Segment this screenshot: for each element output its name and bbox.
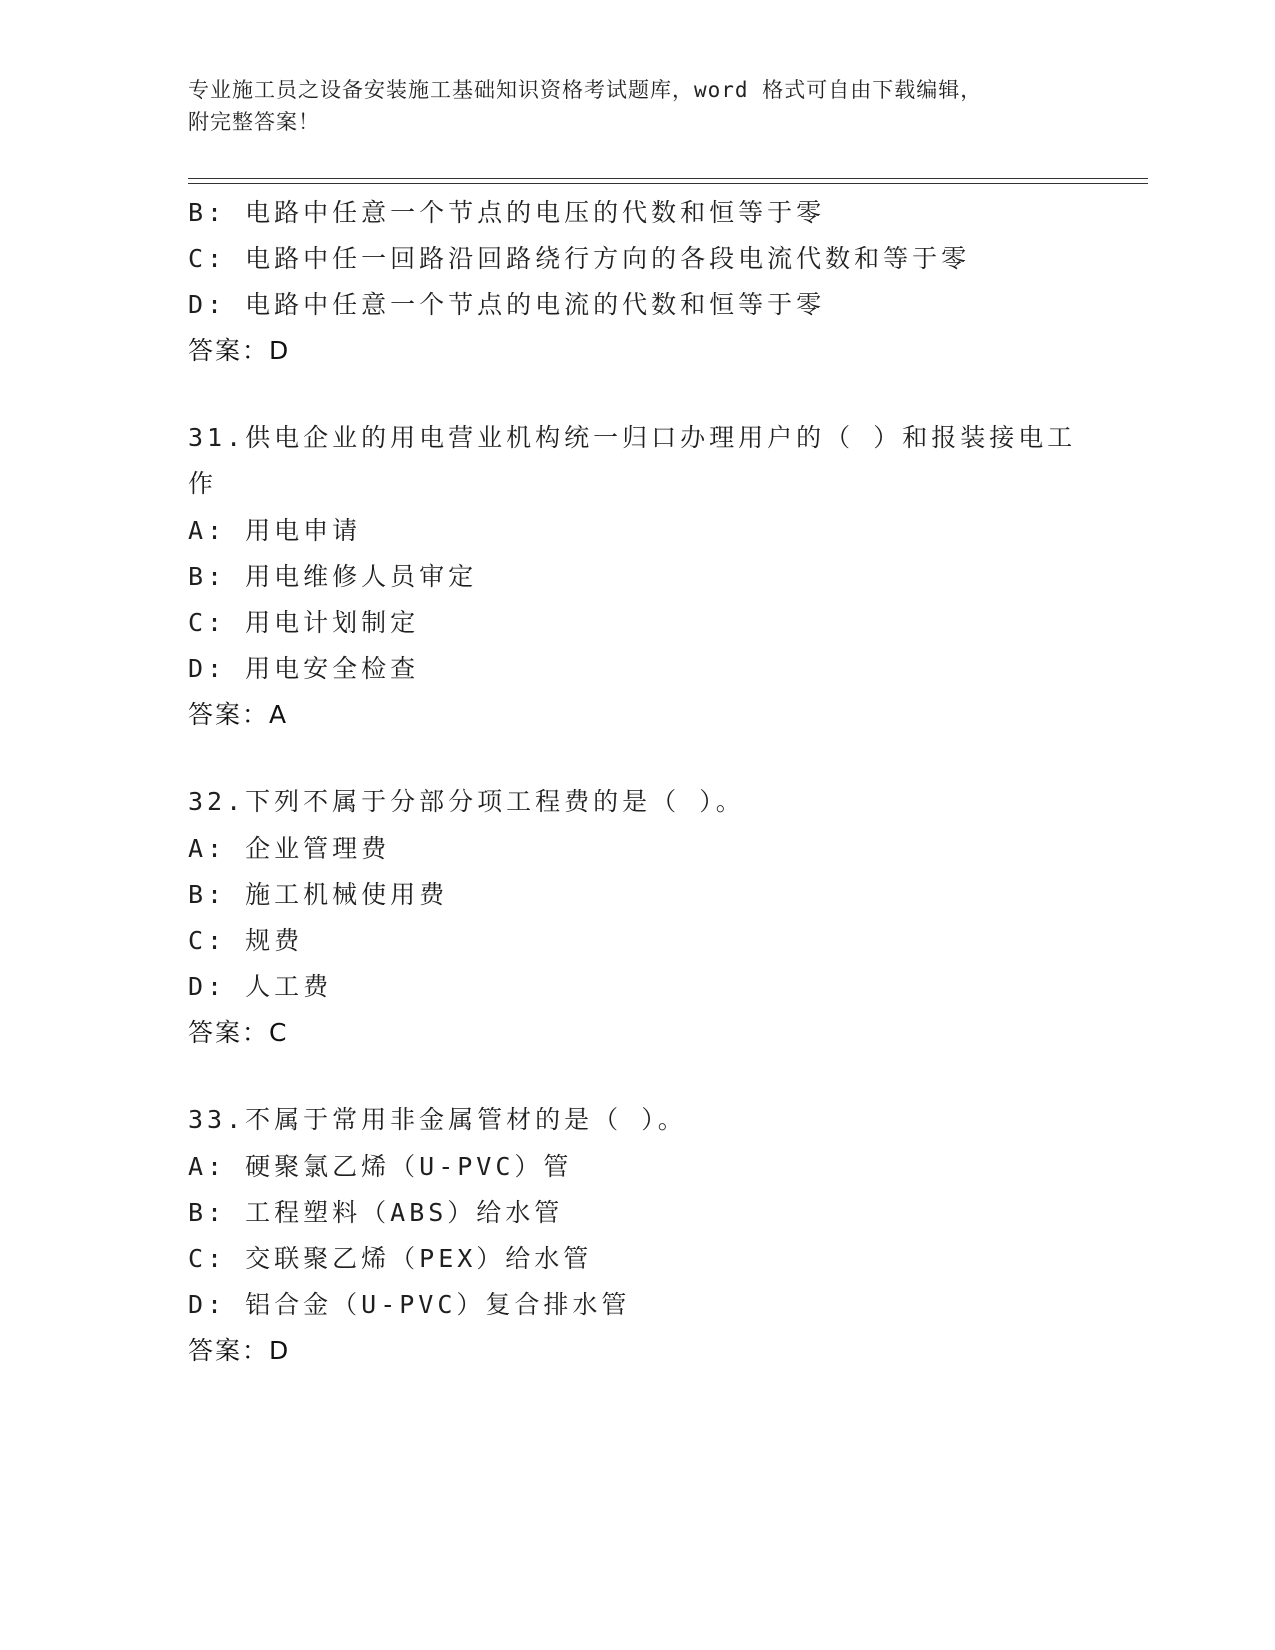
- option-a: A: 硬聚氯乙烯（U-PVC）管: [188, 1152, 573, 1181]
- question-title: 31.供电企业的用电营业机构统一归口办理用户的（ ）和报装接电工: [188, 423, 1077, 452]
- question-title: 32.下列不属于分部分项工程费的是（ ）。: [188, 787, 745, 816]
- answer-line: 答案：D: [188, 1336, 291, 1365]
- question-31: [188, 416, 1108, 738]
- header-divider-bottom: [188, 183, 1148, 184]
- option-c: C: 用电计划制定: [188, 608, 420, 637]
- question-30-continued: [188, 190, 1108, 374]
- option-d: D: 人工费: [188, 972, 333, 1001]
- option-d: D: 电路中任意一个节点的电流的代数和恒等于零: [188, 290, 826, 319]
- option-b: B: 工程塑料（ABS）给水管: [188, 1198, 564, 1227]
- question-title-continued: 作: [188, 469, 218, 498]
- option-c: C: 电路中任一回路沿回路绕行方向的各段电流代数和等于零: [188, 244, 971, 273]
- option-c: C: 规费: [188, 926, 304, 955]
- option-a: A: 用电申请: [188, 516, 362, 545]
- header-divider-top: [188, 178, 1148, 179]
- question-33: [188, 1098, 1108, 1374]
- spacer: [188, 374, 1108, 416]
- spacer: [188, 1056, 1108, 1098]
- answer-line: 答案：A: [188, 700, 289, 729]
- question-32: [188, 780, 1108, 1056]
- header-line-1: 专业施工员之设备安装施工基础知识资格考试题库，word 格式可自由下载编辑，: [188, 78, 983, 102]
- document-header: [188, 74, 1088, 138]
- option-c: C: 交联聚乙烯（PEX）给水管: [188, 1244, 593, 1273]
- option-a: A: 企业管理费: [188, 834, 391, 863]
- spacer: [188, 738, 1108, 780]
- header-line-2: 附完整答案！: [188, 110, 320, 134]
- option-b: B: 用电维修人员审定: [188, 562, 478, 591]
- option-d: D: 用电安全检查: [188, 654, 420, 683]
- question-list: [188, 190, 1108, 1374]
- answer-line: 答案：C: [188, 1018, 289, 1047]
- option-b: B: 施工机械使用费: [188, 880, 449, 909]
- option-d: D: 铝合金（U-PVC）复合排水管: [188, 1290, 631, 1319]
- option-b: B: 电路中任意一个节点的电压的代数和恒等于零: [188, 198, 826, 227]
- answer-line: 答案：D: [188, 336, 291, 365]
- question-title: 33.不属于常用非金属管材的是（ ）。: [188, 1105, 687, 1134]
